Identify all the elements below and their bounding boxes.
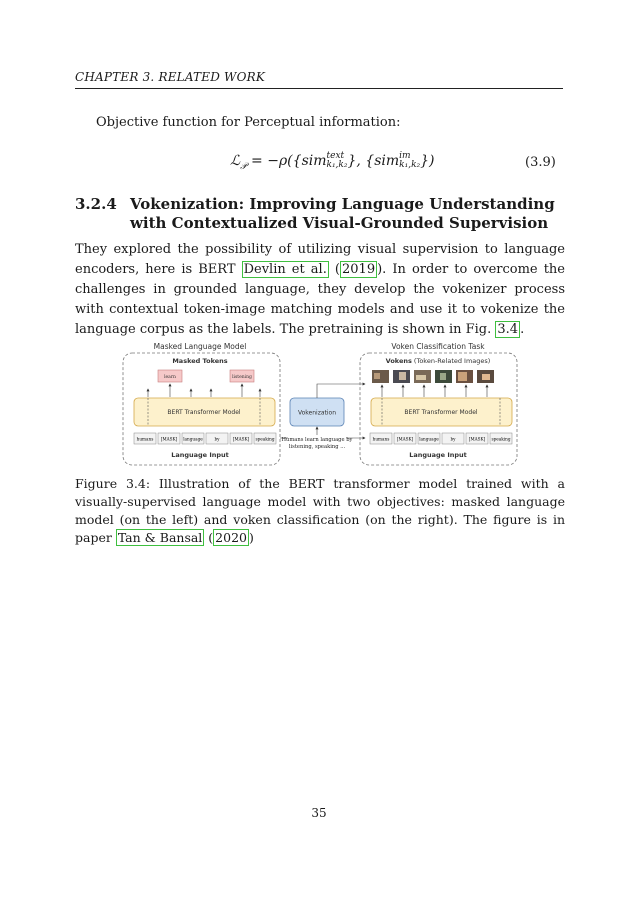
para-text-2: ( (328, 262, 340, 277)
voken-image-4-detail (440, 373, 446, 380)
caption-text-2: ( (204, 530, 214, 545)
section-number: 3.2.4 (75, 195, 117, 213)
right-panel-title: Voken Classification Task (391, 342, 485, 351)
voken-image-1-detail (374, 373, 380, 379)
objective-label: Objective function for Perceptual information: (96, 115, 401, 130)
citation-devlin-link[interactable]: Devlin et al. (243, 262, 327, 277)
figure-caption (75, 475, 565, 547)
left-token-3: by (214, 436, 220, 442)
body-paragraph (75, 240, 565, 340)
right-token-0: humans (372, 436, 390, 442)
citation-tan-bansal-year-link[interactable]: 2020 (215, 530, 247, 545)
eq-sim2: sim (374, 153, 400, 169)
masked-output-listening-label: listening (232, 375, 252, 380)
header-rule (75, 88, 563, 89)
citation-tan-bansal-link[interactable]: Tan & Bansal (117, 530, 203, 545)
left-token-4: [MASK] (232, 436, 250, 442)
right-token-2: language (419, 436, 439, 442)
voken-image-3-detail (416, 375, 426, 380)
right-panel-subtitle (386, 357, 491, 365)
eq-mid: }, { (347, 153, 375, 169)
eq-sim1-sub: k₁,k₂ (326, 160, 348, 170)
right-subtitle-bold: Vokens (385, 357, 412, 365)
vokenization-label: Vokenization (297, 409, 337, 417)
section-title: Vokenization: Improving Language Understanding with Contextualized Visual-Grounded Supervision (130, 195, 555, 232)
figure-ref-link[interactable]: 3.4 (497, 322, 519, 337)
equation-number: (3.9) (525, 155, 556, 170)
right-token-5: speaking (491, 436, 511, 442)
left-token-5: speaking (255, 436, 275, 442)
para-text-1: They explored the possibility of utilizing visual supervision to language encoders, here is BERT (75, 242, 565, 277)
left-token-2: language (183, 436, 203, 442)
right-subtitle-rest: (Token-Related Images) (411, 357, 491, 365)
voken-image-5-detail (458, 372, 467, 381)
right-bert-label: BERT Transformer Model (404, 409, 478, 416)
right-token-row (370, 433, 512, 444)
voken-image-2-detail (399, 372, 406, 380)
right-token-4: [MASK] (468, 436, 486, 442)
right-token-3: by (450, 436, 456, 442)
eq-lhs-sub: 𝒫 (240, 161, 247, 172)
right-token-1: [MASK] (396, 436, 414, 442)
running-header: CHAPTER 3. RELATED WORK (75, 70, 266, 84)
left-panel-subtitle: Masked Tokens (172, 357, 228, 365)
para-text-3: ). In order to overcome the challenges in grounded language, they develop the vokenizer process with contextual token-image matching models and use it to vokenize the language corpus as the labels. The pretraining is shown in Fig. (75, 262, 565, 337)
eq-end: }) (420, 153, 435, 169)
voken-images (372, 370, 494, 383)
eq-sim2-sub: k₁,k₂ (399, 160, 421, 170)
vokenization-to-vokens-arrow (317, 384, 365, 398)
left-token-row (134, 433, 276, 444)
left-input-label: Language Input (171, 451, 229, 459)
right-upward-arrows (382, 385, 487, 397)
caption-text-1: Figure 3.4: Illustration of the BERT transformer model trained with a visually-supervised language model with two objectives: masked language model (on the left) and voken classification (on the right). The figure is in paper (75, 476, 565, 545)
page-number: 35 (311, 806, 327, 820)
left-token-0: humans (136, 436, 154, 442)
left-bert-label: BERT Transformer Model (167, 409, 241, 416)
caption-text-3: ) (248, 530, 254, 545)
eq-lhs: ℒ (230, 153, 241, 169)
eq-sim1: sim (301, 153, 327, 169)
figure-diagram (120, 340, 520, 470)
sentence-line-1: Humans learn language by (281, 437, 353, 443)
right-input-label: Language Input (409, 451, 467, 459)
eq-rho: = −ρ({ (246, 153, 302, 169)
left-panel-title: Masked Language Model (153, 342, 247, 351)
figure-3-4 (120, 340, 520, 470)
eq-sim1-sup: text (326, 151, 345, 161)
sentence-line-2: listening, speaking ... (288, 444, 346, 450)
masked-output-learn-label: learn (164, 375, 176, 380)
equation-3-9 (230, 152, 435, 172)
left-upward-arrows (148, 384, 260, 397)
voken-image-6-detail (482, 374, 490, 380)
citation-devlin-year-link[interactable]: 2019 (342, 262, 376, 277)
eq-sim2-sup: im (399, 151, 411, 161)
left-token-1: [MASK] (160, 436, 178, 442)
para-text-4: . (520, 322, 525, 337)
